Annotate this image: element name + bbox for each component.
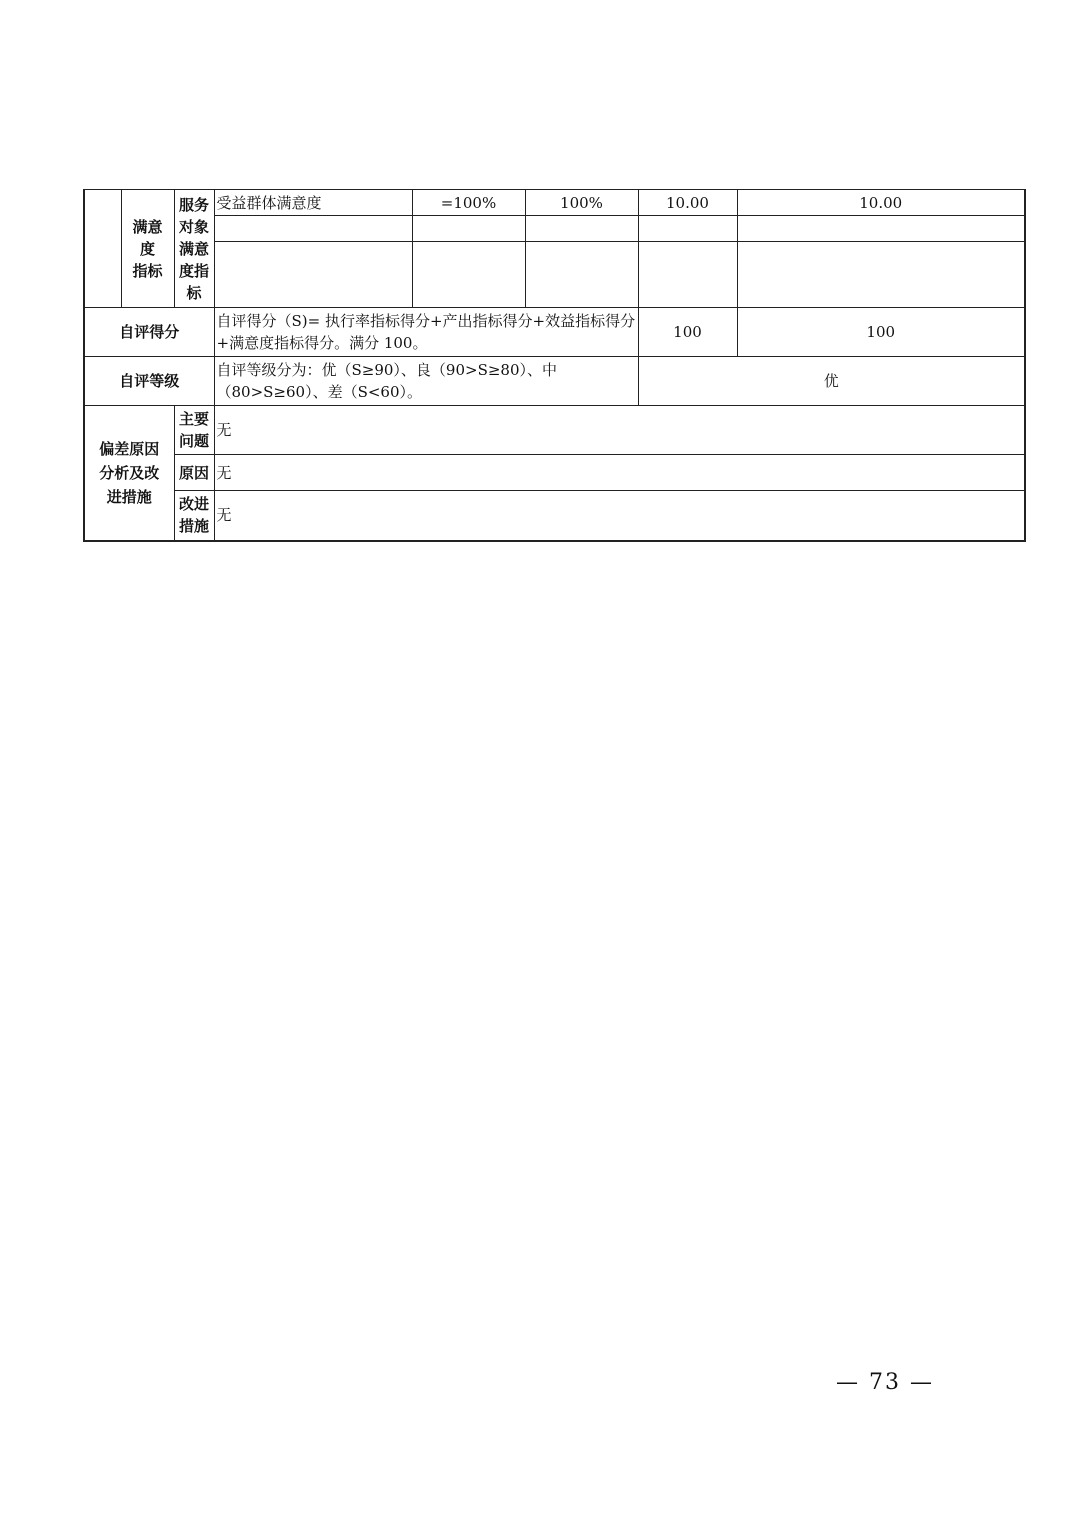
deviation-item-label bbox=[174, 491, 214, 541]
item-label-line: 改进 bbox=[178, 495, 209, 514]
target-cell bbox=[412, 216, 525, 242]
item-label-line: 措施 bbox=[178, 517, 209, 536]
item-label-line: 问题 bbox=[178, 432, 209, 450]
score-cell: 10.00 bbox=[737, 190, 1025, 216]
outer-category-cell bbox=[84, 190, 121, 308]
indicator-cell bbox=[214, 242, 412, 308]
category-line: 满意 bbox=[132, 217, 163, 236]
subcategory-line: 标 bbox=[186, 283, 202, 302]
self-grade-value: 优 bbox=[638, 357, 1025, 406]
category-line: 指标 bbox=[132, 261, 163, 280]
deviation-item-value: 无 bbox=[214, 406, 1025, 455]
deviation-item-value: 无 bbox=[214, 455, 1025, 491]
deviation-label bbox=[84, 406, 174, 541]
weight-cell bbox=[638, 216, 737, 242]
deviation-label-line: 进措施 bbox=[106, 487, 152, 506]
satisfaction-subcategory-cell bbox=[174, 190, 214, 308]
satisfaction-category-cell bbox=[121, 190, 174, 308]
weight-cell bbox=[638, 242, 737, 308]
table-row bbox=[84, 242, 1025, 308]
self-score-description: 自评得分（S)= 执行率指标得分+产出指标得分+效益指标得分+满意度指标得分。满分 100。 bbox=[214, 308, 638, 357]
self-score-weight: 100 bbox=[638, 308, 737, 357]
self-score-label: 自评得分 bbox=[84, 308, 214, 357]
subcategory-line: 对象 bbox=[178, 217, 209, 236]
self-grade-description: 自评等级分为：优（S≥90）、良（90>S≥80）、中（80>S≥60）、差（S<60）。 bbox=[214, 357, 638, 406]
subcategory-line: 服务 bbox=[178, 195, 209, 214]
target-cell: =100% bbox=[412, 190, 525, 216]
subcategory-line: 满意 bbox=[178, 239, 209, 258]
self-score-value: 100 bbox=[737, 308, 1025, 357]
deviation-item-label bbox=[174, 455, 214, 491]
table-row bbox=[84, 491, 1025, 541]
table-row bbox=[84, 455, 1025, 491]
score-cell bbox=[737, 242, 1025, 308]
subcategory-line: 度指 bbox=[178, 261, 209, 280]
table-row bbox=[84, 190, 1025, 216]
table-row bbox=[84, 406, 1025, 455]
indicator-cell bbox=[214, 216, 412, 242]
item-label-line: 主要 bbox=[178, 410, 209, 428]
performance-table bbox=[83, 189, 1026, 542]
table-row bbox=[84, 357, 1025, 406]
deviation-item-value: 无 bbox=[214, 491, 1025, 541]
table-row bbox=[84, 216, 1025, 242]
deviation-item-label bbox=[174, 406, 214, 455]
item-label-line: 原因 bbox=[178, 463, 209, 482]
category-line: 度 bbox=[139, 239, 155, 258]
deviation-label-line: 分析及改 bbox=[99, 463, 160, 482]
indicator-cell: 受益群体满意度 bbox=[214, 190, 412, 216]
table-row bbox=[84, 308, 1025, 357]
actual-cell bbox=[525, 242, 638, 308]
target-cell bbox=[412, 242, 525, 308]
actual-cell bbox=[525, 216, 638, 242]
self-grade-label: 自评等级 bbox=[84, 357, 214, 406]
page-number: — 73 — bbox=[836, 1370, 934, 1395]
score-cell bbox=[737, 216, 1025, 242]
deviation-label-line: 偏差原因 bbox=[99, 439, 160, 458]
actual-cell: 100% bbox=[525, 190, 638, 216]
weight-cell: 10.00 bbox=[638, 190, 737, 216]
